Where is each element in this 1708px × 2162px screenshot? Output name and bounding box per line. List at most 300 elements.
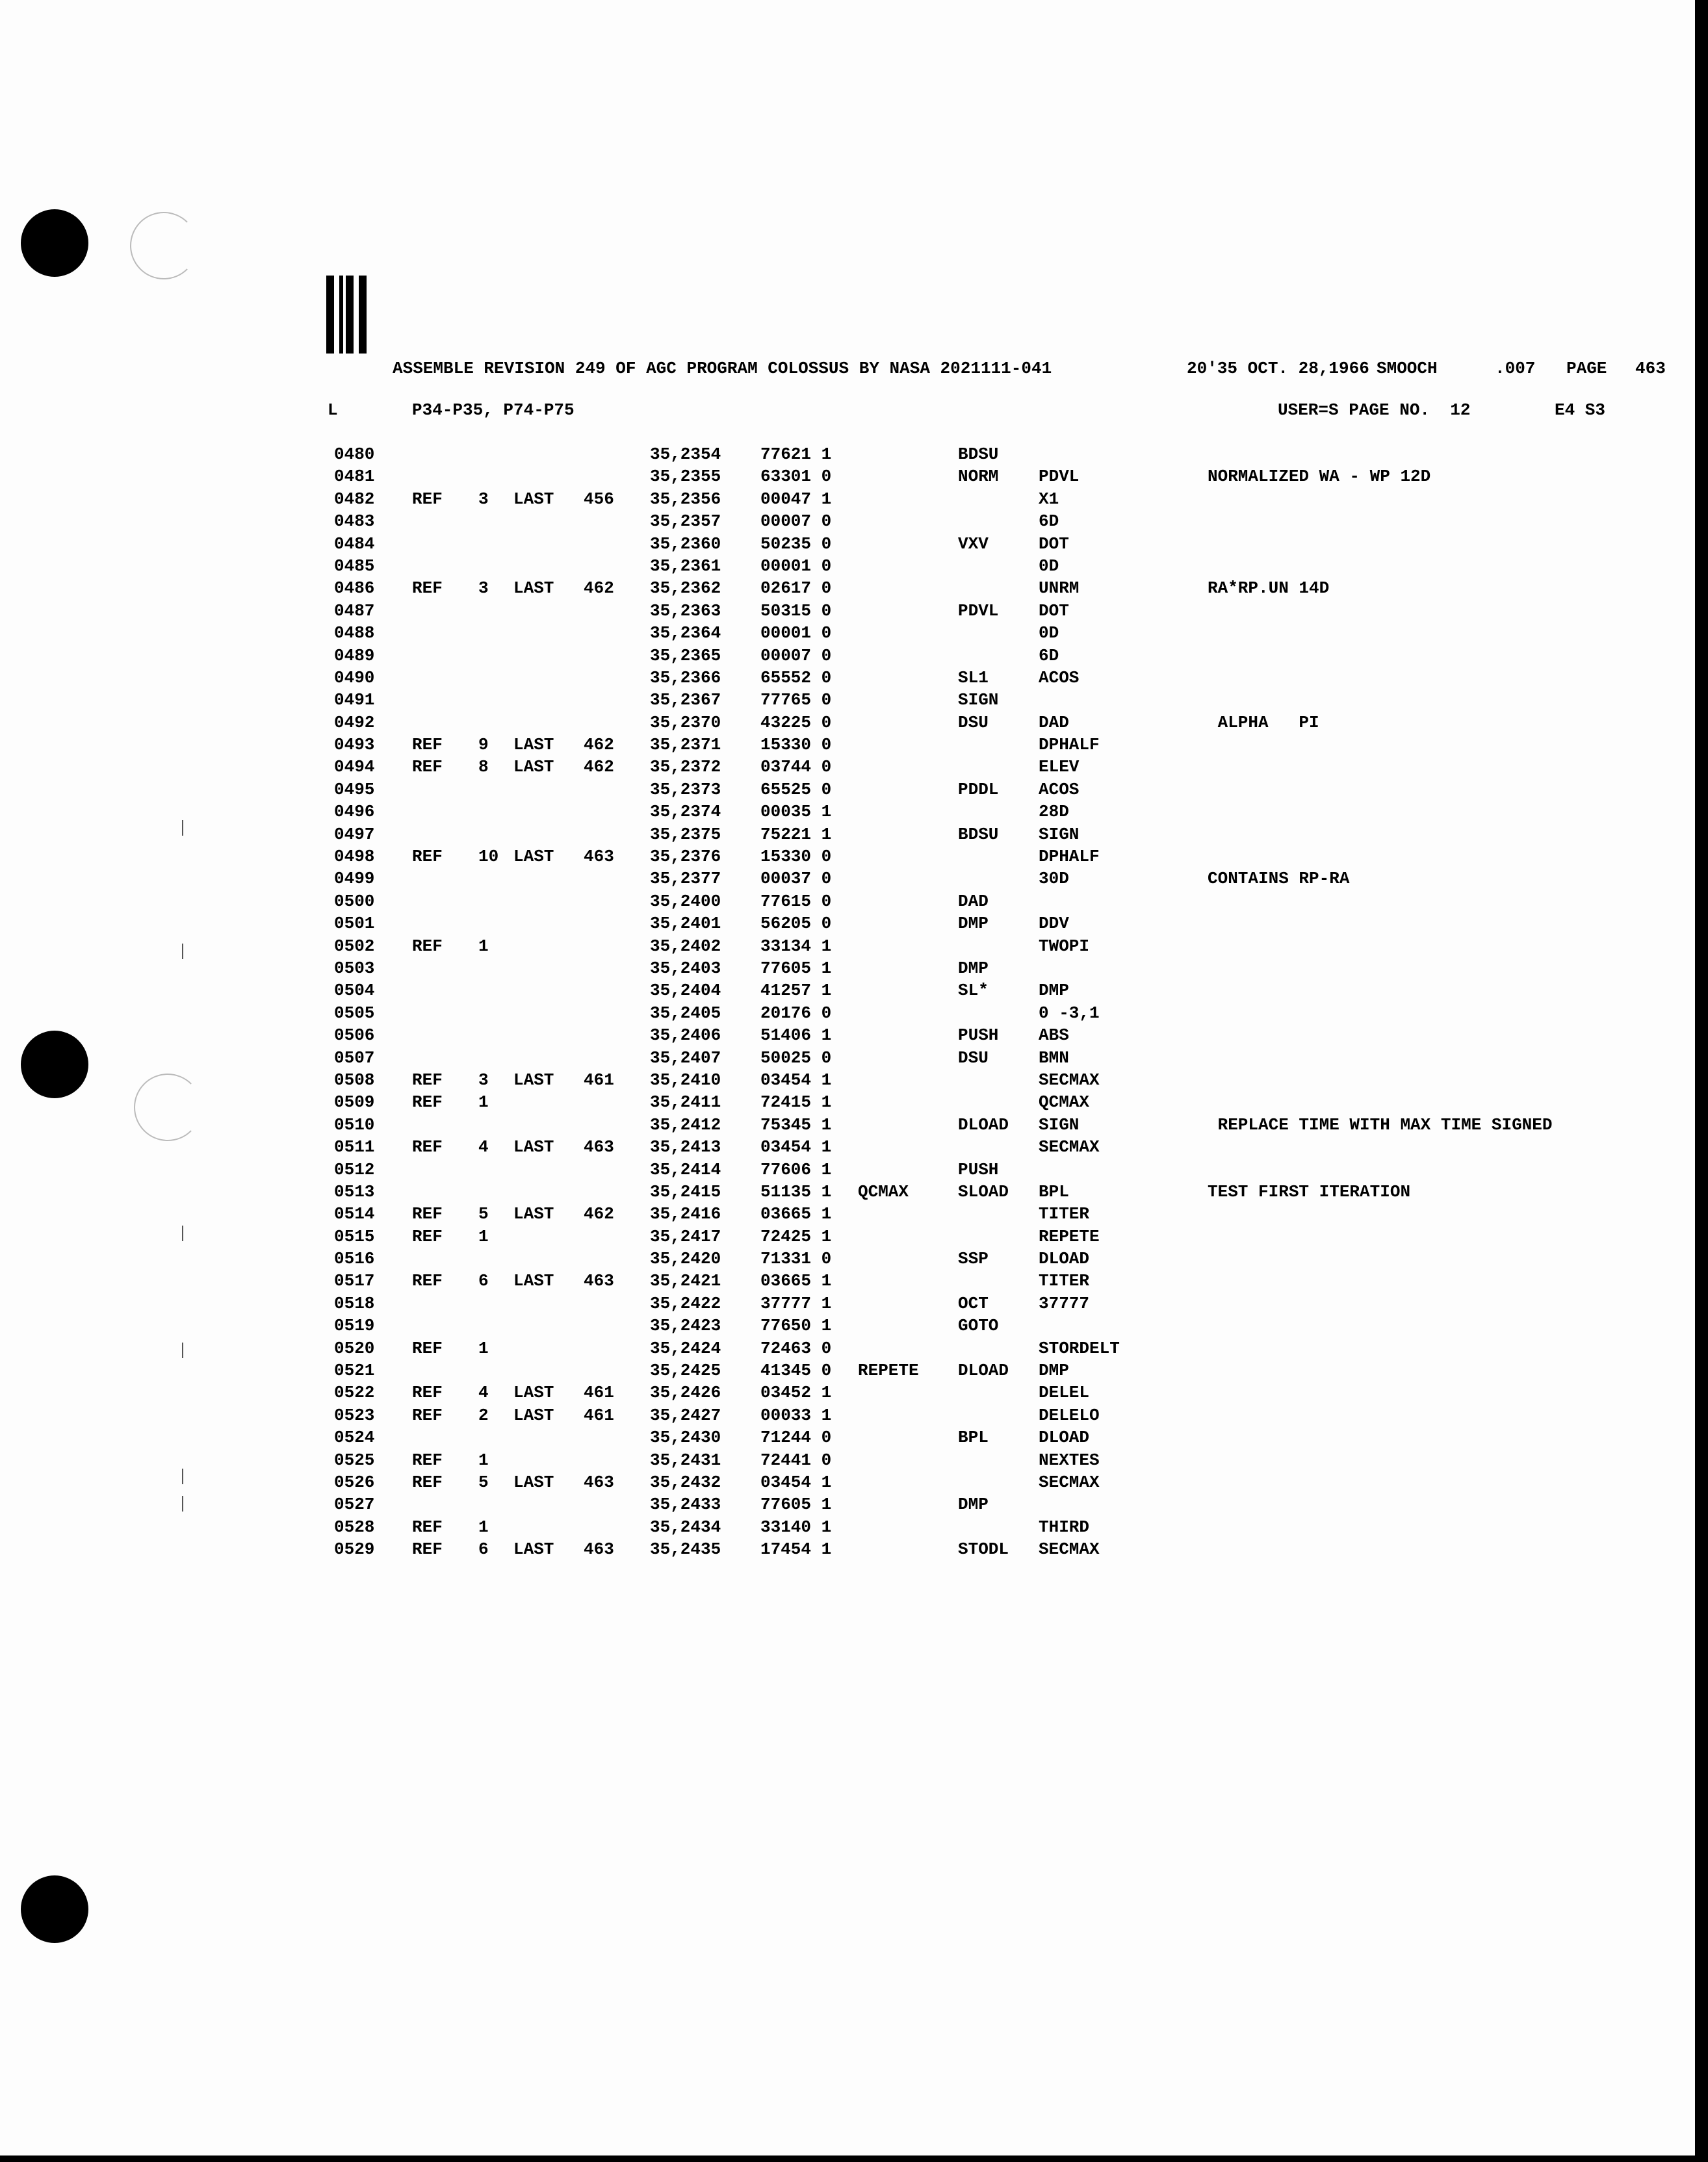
ref-count: 3 bbox=[478, 578, 489, 598]
opcode: DAD bbox=[958, 891, 989, 911]
address: 35,2400 bbox=[650, 891, 721, 911]
opcode: OCT bbox=[958, 1293, 989, 1313]
operand: ABS bbox=[1039, 1025, 1069, 1046]
operand: BMN bbox=[1039, 1048, 1069, 1068]
opcode: PUSH bbox=[958, 1025, 999, 1046]
opcode: DMP bbox=[958, 958, 989, 978]
opcode: DMP bbox=[958, 914, 989, 934]
ref-marker: REF bbox=[412, 1338, 443, 1358]
last-marker: LAST bbox=[513, 1383, 554, 1403]
address: 35,2406 bbox=[650, 1025, 721, 1046]
last-marker: LAST bbox=[513, 578, 554, 598]
operand: TITER bbox=[1039, 1271, 1090, 1291]
header-user: SMOOCH bbox=[1377, 359, 1438, 378]
address: 35,2426 bbox=[650, 1383, 721, 1403]
line-number: 0523 bbox=[334, 1405, 375, 1425]
address: 35,2356 bbox=[650, 489, 721, 509]
opcode: PDVL bbox=[958, 600, 999, 621]
ref-count: 6 bbox=[478, 1539, 489, 1560]
last-page: 461 bbox=[584, 1070, 614, 1090]
ref-count: 2 bbox=[478, 1405, 489, 1425]
octal-word: 72441 0 bbox=[760, 1450, 832, 1470]
last-page: 463 bbox=[584, 1271, 614, 1291]
opcode: SSP bbox=[958, 1249, 989, 1269]
comment: RA*RP.UN 14D bbox=[1208, 578, 1330, 598]
octal-word: 43225 0 bbox=[760, 712, 832, 732]
line-number: 0482 bbox=[334, 489, 375, 509]
line-number: 0484 bbox=[334, 534, 375, 554]
octal-word: 77621 1 bbox=[760, 444, 832, 464]
address: 35,2354 bbox=[650, 444, 721, 464]
line-number: 0514 bbox=[334, 1204, 375, 1224]
opcode: PDDL bbox=[958, 779, 999, 799]
ref-marker: REF bbox=[412, 1092, 443, 1113]
line-number: 0521 bbox=[334, 1361, 375, 1381]
line-number: 0518 bbox=[334, 1293, 375, 1313]
octal-word: 00035 1 bbox=[760, 802, 832, 822]
octal-word: 33134 1 bbox=[760, 936, 832, 956]
octal-word: 77765 0 bbox=[760, 690, 832, 710]
opcode: SIGN bbox=[958, 690, 999, 710]
ref-count: 1 bbox=[478, 1338, 489, 1358]
line-number: 0510 bbox=[334, 1114, 375, 1135]
line-number: 0506 bbox=[334, 1025, 375, 1046]
ref-count: 4 bbox=[478, 1383, 489, 1403]
last-page: 462 bbox=[584, 757, 614, 777]
header-code: .007 bbox=[1495, 359, 1536, 378]
address: 35,2370 bbox=[650, 712, 721, 732]
line-number: 0503 bbox=[334, 958, 375, 978]
ref-marker: REF bbox=[412, 489, 443, 509]
ref-marker: REF bbox=[412, 1271, 443, 1291]
last-page: 463 bbox=[584, 1137, 614, 1157]
last-marker: LAST bbox=[513, 1405, 554, 1425]
operand: DPHALF bbox=[1039, 735, 1100, 755]
octal-word: 50235 0 bbox=[760, 534, 832, 554]
operand: 6D bbox=[1039, 511, 1059, 532]
opcode: BPL bbox=[958, 1428, 989, 1448]
line-number: 0485 bbox=[334, 556, 375, 576]
octal-word: 00037 0 bbox=[760, 869, 832, 889]
octal-word: 50315 0 bbox=[760, 600, 832, 621]
last-page: 456 bbox=[584, 489, 614, 509]
octal-word: 03665 1 bbox=[760, 1271, 832, 1291]
line-number: 0480 bbox=[334, 444, 375, 464]
operand: ELEV bbox=[1039, 757, 1080, 777]
line-number: 0492 bbox=[334, 712, 375, 732]
ref-count: 3 bbox=[478, 489, 489, 509]
address: 35,2414 bbox=[650, 1159, 721, 1179]
opcode: SLOAD bbox=[958, 1181, 1009, 1202]
address: 35,2404 bbox=[650, 981, 721, 1001]
comment: CONTAINS RP-RA bbox=[1208, 869, 1350, 889]
line-number: 0513 bbox=[334, 1181, 375, 1202]
operand: 6D bbox=[1039, 645, 1059, 665]
binder-hole-top bbox=[21, 209, 88, 277]
line-number: 0524 bbox=[334, 1428, 375, 1448]
octal-word: 63301 0 bbox=[760, 467, 832, 487]
opcode: BDSU bbox=[958, 444, 999, 464]
address: 35,2417 bbox=[650, 1226, 721, 1246]
ref-count: 1 bbox=[478, 1450, 489, 1470]
octal-word: 72463 0 bbox=[760, 1338, 832, 1358]
line-number: 0481 bbox=[334, 467, 375, 487]
line-number: 0522 bbox=[334, 1383, 375, 1403]
address: 35,2360 bbox=[650, 534, 721, 554]
ref-marker: REF bbox=[412, 1450, 443, 1470]
operand: SIGN bbox=[1039, 824, 1080, 844]
ref-count: 1 bbox=[478, 936, 489, 956]
operand: NEXTES bbox=[1039, 1450, 1100, 1470]
octal-word: 02617 0 bbox=[760, 578, 832, 598]
address: 35,2402 bbox=[650, 936, 721, 956]
line-number: 0495 bbox=[334, 779, 375, 799]
line-number: 0519 bbox=[334, 1316, 375, 1336]
line-number: 0500 bbox=[334, 891, 375, 911]
address: 35,2424 bbox=[650, 1338, 721, 1358]
octal-word: 20176 0 bbox=[760, 1003, 832, 1023]
ref-count: 3 bbox=[478, 1070, 489, 1090]
octal-word: 75345 1 bbox=[760, 1114, 832, 1135]
header-page-label: PAGE bbox=[1566, 359, 1607, 378]
ref-count: 5 bbox=[478, 1472, 489, 1492]
octal-word: 77606 1 bbox=[760, 1159, 832, 1179]
operand: ACOS bbox=[1039, 667, 1080, 688]
opcode: DMP bbox=[958, 1495, 989, 1515]
last-marker: LAST bbox=[513, 757, 554, 777]
address: 35,2431 bbox=[650, 1450, 721, 1470]
ref-marker: REF bbox=[412, 936, 443, 956]
last-marker: LAST bbox=[513, 489, 554, 509]
last-page: 461 bbox=[584, 1405, 614, 1425]
octal-word: 03744 0 bbox=[760, 757, 832, 777]
line-number: 0516 bbox=[334, 1249, 375, 1269]
line-number: 0489 bbox=[334, 645, 375, 665]
line-number: 0508 bbox=[334, 1070, 375, 1090]
line-number: 0528 bbox=[334, 1517, 375, 1537]
ref-marker: REF bbox=[412, 735, 443, 755]
line-number: 0483 bbox=[334, 511, 375, 532]
last-page: 461 bbox=[584, 1383, 614, 1403]
octal-word: 56205 0 bbox=[760, 914, 832, 934]
operand: DLOAD bbox=[1039, 1428, 1090, 1448]
ref-count: 9 bbox=[478, 735, 489, 755]
last-page: 462 bbox=[584, 578, 614, 598]
corner-code: E4 S3 bbox=[1555, 400, 1606, 420]
header-subtitle: P34-P35, P74-P75 bbox=[412, 400, 575, 420]
binder-hole-ring-top bbox=[130, 212, 198, 279]
operand: THIRD bbox=[1039, 1517, 1090, 1537]
octal-word: 00007 0 bbox=[760, 645, 832, 665]
line-number: 0494 bbox=[334, 757, 375, 777]
octal-word: 17454 1 bbox=[760, 1539, 832, 1560]
binder-hole-middle bbox=[21, 1031, 88, 1098]
address: 35,2365 bbox=[650, 645, 721, 665]
label: REPETE bbox=[858, 1361, 919, 1381]
line-number: 0520 bbox=[334, 1338, 375, 1358]
address: 35,2366 bbox=[650, 667, 721, 688]
ref-marker: REF bbox=[412, 1517, 443, 1537]
last-page: 463 bbox=[584, 1472, 614, 1492]
operand: DPHALF bbox=[1039, 847, 1100, 867]
header-timestamp: 20'35 OCT. 28,1966 bbox=[1187, 359, 1369, 378]
octal-word: 77650 1 bbox=[760, 1316, 832, 1336]
last-marker: LAST bbox=[513, 1204, 554, 1224]
line-number: 0511 bbox=[334, 1137, 375, 1157]
octal-word: 41257 1 bbox=[760, 981, 832, 1001]
operand: DOT bbox=[1039, 534, 1069, 554]
last-marker: LAST bbox=[513, 1472, 554, 1492]
operand: 28D bbox=[1039, 802, 1069, 822]
operand: SECMAX bbox=[1039, 1472, 1100, 1492]
last-marker: LAST bbox=[513, 1539, 554, 1560]
last-marker: LAST bbox=[513, 1137, 554, 1157]
ref-count: 1 bbox=[478, 1226, 489, 1246]
opcode: SL* bbox=[958, 981, 989, 1001]
octal-word: 33140 1 bbox=[760, 1517, 832, 1537]
opcode: NORM bbox=[958, 467, 999, 487]
address: 35,2361 bbox=[650, 556, 721, 576]
header-page-number: 463 bbox=[1635, 359, 1666, 378]
line-number: 0490 bbox=[334, 667, 375, 688]
operand: PDVL bbox=[1039, 467, 1080, 487]
line-number: 0504 bbox=[334, 981, 375, 1001]
octal-word: 15330 0 bbox=[760, 847, 832, 867]
address: 35,2374 bbox=[650, 802, 721, 822]
opcode: BDSU bbox=[958, 824, 999, 844]
opcode: DLOAD bbox=[958, 1114, 1009, 1135]
line-number: 0512 bbox=[334, 1159, 375, 1179]
opcode: DLOAD bbox=[958, 1361, 1009, 1381]
margin-tick bbox=[182, 1343, 183, 1358]
operand: DMP bbox=[1039, 981, 1069, 1001]
line-number: 0525 bbox=[334, 1450, 375, 1470]
octal-word: 65525 0 bbox=[760, 779, 832, 799]
operand: 37777 bbox=[1039, 1293, 1090, 1313]
address: 35,2430 bbox=[650, 1428, 721, 1448]
operand: SIGN bbox=[1039, 1114, 1080, 1135]
octal-word: 71331 0 bbox=[760, 1249, 832, 1269]
last-marker: LAST bbox=[513, 735, 554, 755]
opcode: VXV bbox=[958, 534, 989, 554]
operand: DMP bbox=[1039, 1361, 1069, 1381]
octal-word: 00001 0 bbox=[760, 556, 832, 576]
line-number: 0499 bbox=[334, 869, 375, 889]
line-number: 0526 bbox=[334, 1472, 375, 1492]
line-number: 0486 bbox=[334, 578, 375, 598]
ref-marker: REF bbox=[412, 1383, 443, 1403]
octal-word: 77605 1 bbox=[760, 958, 832, 978]
operand: DLOAD bbox=[1039, 1249, 1090, 1269]
octal-word: 37777 1 bbox=[760, 1293, 832, 1313]
address: 35,2377 bbox=[650, 869, 721, 889]
ref-marker: REF bbox=[412, 1226, 443, 1246]
operand: 30D bbox=[1039, 869, 1069, 889]
last-page: 462 bbox=[584, 1204, 614, 1224]
address: 35,2371 bbox=[650, 735, 721, 755]
line-number: 0498 bbox=[334, 847, 375, 867]
ref-marker: REF bbox=[412, 847, 443, 867]
comment: NORMALIZED WA - WP 12D bbox=[1208, 467, 1431, 487]
last-page: 463 bbox=[584, 847, 614, 867]
operand: 0D bbox=[1039, 556, 1059, 576]
ref-marker: REF bbox=[412, 1204, 443, 1224]
operand: QCMAX bbox=[1039, 1092, 1090, 1113]
ref-marker: REF bbox=[412, 1405, 443, 1425]
binder-hole-ring-middle bbox=[134, 1074, 201, 1141]
left-mark: L bbox=[328, 400, 338, 420]
operand: DELELO bbox=[1039, 1405, 1100, 1425]
line-number: 0496 bbox=[334, 802, 375, 822]
line-number: 0509 bbox=[334, 1092, 375, 1113]
ref-marker: REF bbox=[412, 1539, 443, 1560]
ref-marker: REF bbox=[412, 1070, 443, 1090]
address: 35,2362 bbox=[650, 578, 721, 598]
address: 35,2423 bbox=[650, 1316, 721, 1336]
line-number: 0493 bbox=[334, 735, 375, 755]
line-number: 0501 bbox=[334, 914, 375, 934]
address: 35,2411 bbox=[650, 1092, 721, 1113]
operand: DAD bbox=[1039, 712, 1069, 732]
operand: TITER bbox=[1039, 1204, 1090, 1224]
address: 35,2357 bbox=[650, 511, 721, 532]
line-number: 0487 bbox=[334, 600, 375, 621]
address: 35,2376 bbox=[650, 847, 721, 867]
margin-tick bbox=[182, 944, 183, 959]
octal-word: 65552 0 bbox=[760, 667, 832, 688]
octal-word: 03454 1 bbox=[760, 1070, 832, 1090]
address: 35,2413 bbox=[650, 1137, 721, 1157]
comment: ALPHA PI bbox=[1208, 712, 1319, 732]
address: 35,2415 bbox=[650, 1181, 721, 1202]
octal-word: 03665 1 bbox=[760, 1204, 832, 1224]
line-number: 0529 bbox=[334, 1539, 375, 1560]
octal-word: 00001 0 bbox=[760, 623, 832, 643]
octal-word: 03454 1 bbox=[760, 1137, 832, 1157]
operand: DOT bbox=[1039, 600, 1069, 621]
ref-count: 6 bbox=[478, 1271, 489, 1291]
operand: UNRM bbox=[1039, 578, 1080, 598]
line-number: 0517 bbox=[334, 1271, 375, 1291]
octal-word: 00007 0 bbox=[760, 511, 832, 532]
address: 35,2434 bbox=[650, 1517, 721, 1537]
operand: X1 bbox=[1039, 489, 1059, 509]
address: 35,2373 bbox=[650, 779, 721, 799]
line-number: 0527 bbox=[334, 1495, 375, 1515]
line-number: 0491 bbox=[334, 690, 375, 710]
line-number: 0515 bbox=[334, 1226, 375, 1246]
operand: BPL bbox=[1039, 1181, 1069, 1202]
address: 35,2401 bbox=[650, 914, 721, 934]
ref-count: 10 bbox=[478, 847, 499, 867]
address: 35,2405 bbox=[650, 1003, 721, 1023]
operand: STORDELT bbox=[1039, 1338, 1120, 1358]
octal-word: 72415 1 bbox=[760, 1092, 832, 1113]
ref-marker: REF bbox=[412, 1472, 443, 1492]
margin-tick bbox=[182, 820, 183, 836]
address: 35,2427 bbox=[650, 1405, 721, 1425]
octal-word: 51135 1 bbox=[760, 1181, 832, 1202]
octal-word: 75221 1 bbox=[760, 824, 832, 844]
margin-tick bbox=[182, 1496, 183, 1512]
octal-word: 72425 1 bbox=[760, 1226, 832, 1246]
operand: TWOPI bbox=[1039, 936, 1090, 956]
address: 35,2364 bbox=[650, 623, 721, 643]
address: 35,2421 bbox=[650, 1271, 721, 1291]
address: 35,2422 bbox=[650, 1293, 721, 1313]
address: 35,2412 bbox=[650, 1114, 721, 1135]
ref-count: 1 bbox=[478, 1517, 489, 1537]
address: 35,2432 bbox=[650, 1472, 721, 1492]
address: 35,2403 bbox=[650, 958, 721, 978]
address: 35,2372 bbox=[650, 757, 721, 777]
operand: 0D bbox=[1039, 623, 1059, 643]
line-number: 0488 bbox=[334, 623, 375, 643]
barcode-mark bbox=[326, 276, 369, 354]
operand: REPETE bbox=[1039, 1226, 1100, 1246]
operand: ACOS bbox=[1039, 779, 1080, 799]
address: 35,2435 bbox=[650, 1539, 721, 1560]
address: 35,2416 bbox=[650, 1204, 721, 1224]
ref-marker: REF bbox=[412, 757, 443, 777]
address: 35,2425 bbox=[650, 1361, 721, 1381]
last-marker: LAST bbox=[513, 1070, 554, 1090]
octal-word: 03452 1 bbox=[760, 1383, 832, 1403]
ref-marker: REF bbox=[412, 1137, 443, 1157]
line-number: 0502 bbox=[334, 936, 375, 956]
operand: SECMAX bbox=[1039, 1070, 1100, 1090]
comment: REPLACE TIME WITH MAX TIME SIGNED bbox=[1208, 1114, 1553, 1135]
ref-marker: REF bbox=[412, 578, 443, 598]
octal-word: 51406 1 bbox=[760, 1025, 832, 1046]
ref-count: 4 bbox=[478, 1137, 489, 1157]
last-page: 462 bbox=[584, 735, 614, 755]
octal-word: 03454 1 bbox=[760, 1472, 832, 1492]
ref-count: 5 bbox=[478, 1204, 489, 1224]
opcode: GOTO bbox=[958, 1316, 999, 1336]
octal-word: 15330 0 bbox=[760, 735, 832, 755]
label: QCMAX bbox=[858, 1181, 909, 1202]
operand: 0 -3,1 bbox=[1039, 1003, 1100, 1023]
address: 35,2375 bbox=[650, 824, 721, 844]
octal-word: 41345 0 bbox=[760, 1361, 832, 1381]
octal-word: 00047 1 bbox=[760, 489, 832, 509]
last-marker: LAST bbox=[513, 847, 554, 867]
operand: DELEL bbox=[1039, 1383, 1090, 1403]
octal-word: 77605 1 bbox=[760, 1495, 832, 1515]
opcode: STODL bbox=[958, 1539, 1009, 1560]
octal-word: 50025 0 bbox=[760, 1048, 832, 1068]
ref-count: 1 bbox=[478, 1092, 489, 1113]
address: 35,2433 bbox=[650, 1495, 721, 1515]
last-marker: LAST bbox=[513, 1271, 554, 1291]
address: 35,2420 bbox=[650, 1249, 721, 1269]
operand: SECMAX bbox=[1039, 1539, 1100, 1560]
comment: TEST FIRST ITERATION bbox=[1208, 1181, 1411, 1202]
octal-word: 71244 0 bbox=[760, 1428, 832, 1448]
operand: SECMAX bbox=[1039, 1137, 1100, 1157]
opcode: PUSH bbox=[958, 1159, 999, 1179]
binder-hole-bottom bbox=[21, 1875, 88, 1943]
operand: DDV bbox=[1039, 914, 1069, 934]
user-page-number: USER=S PAGE NO. 12 bbox=[1278, 400, 1471, 420]
address: 35,2410 bbox=[650, 1070, 721, 1090]
line-number: 0505 bbox=[334, 1003, 375, 1023]
octal-word: 77615 0 bbox=[760, 891, 832, 911]
octal-word: 00033 1 bbox=[760, 1405, 832, 1425]
address: 35,2355 bbox=[650, 467, 721, 487]
ref-count: 8 bbox=[478, 757, 489, 777]
